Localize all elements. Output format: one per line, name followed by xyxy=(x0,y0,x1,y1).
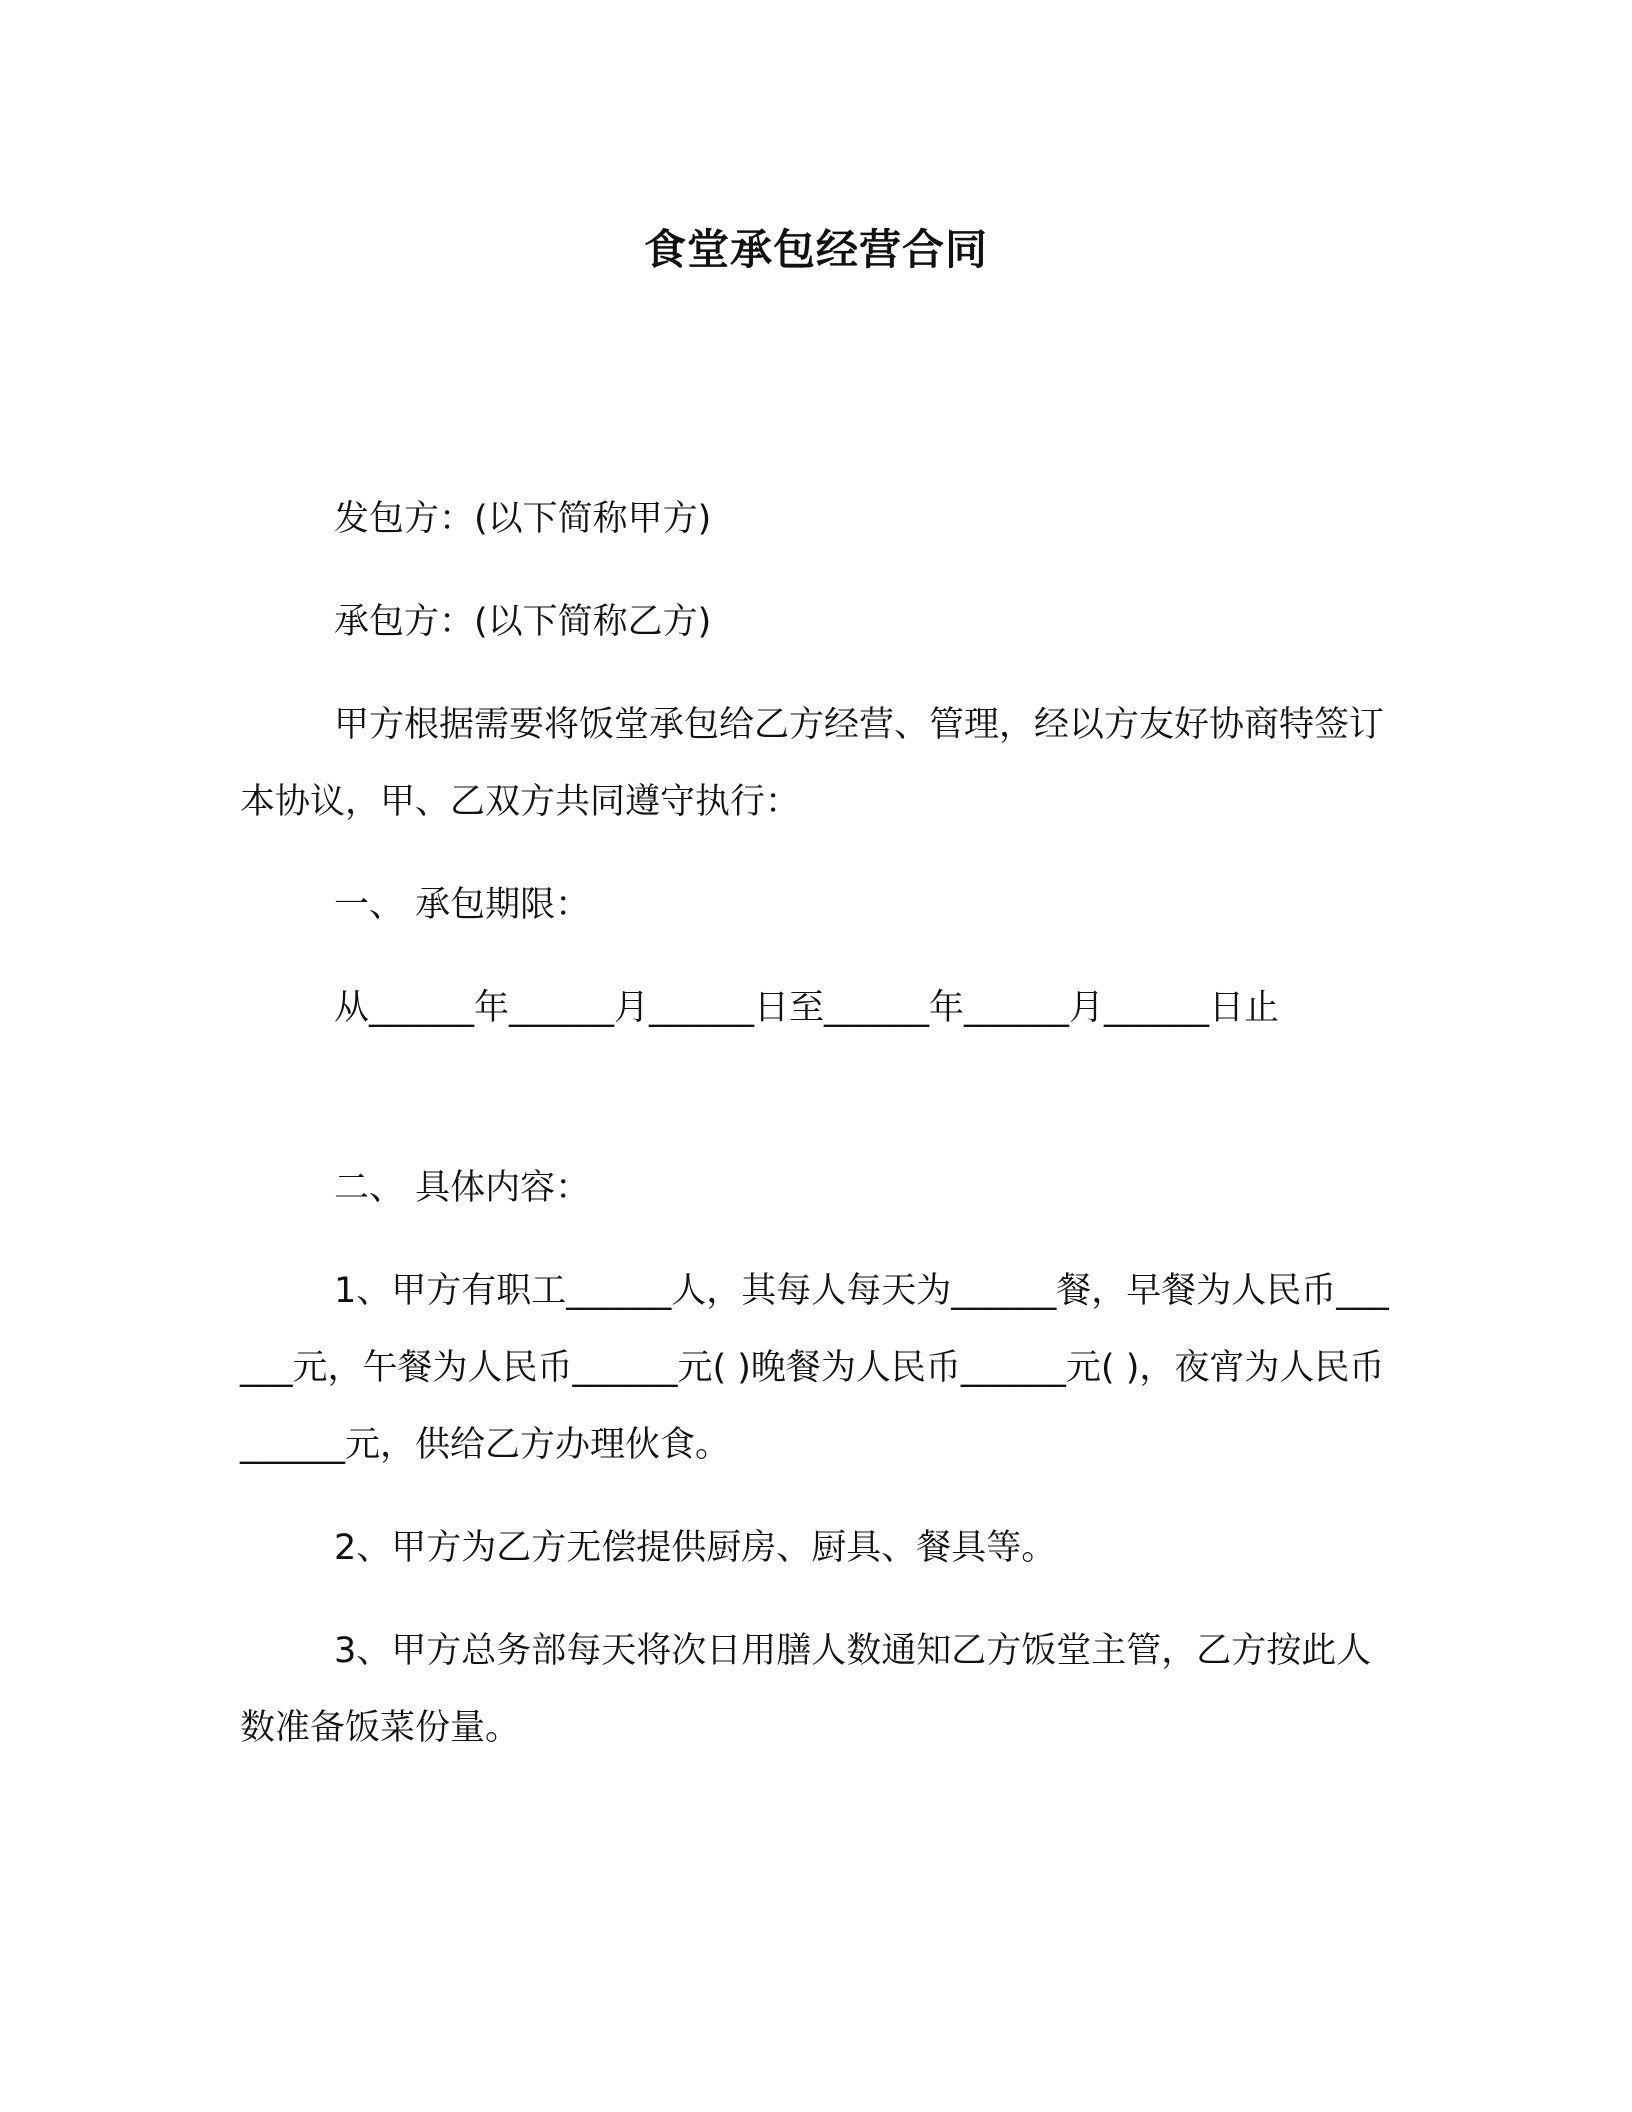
document-title: 食堂承包经营合同 xyxy=(643,225,988,274)
section-heading-content: 二、 具体内容： xyxy=(334,1168,591,1208)
party-a-line: 发包方：(以下简称甲方) xyxy=(334,499,712,539)
clause-2-paragraph: 2、甲方为乙方无偿提供厨房、厨具、餐具等。 xyxy=(334,1528,1057,1568)
section-heading-term: 一、 承包期限： xyxy=(334,885,591,925)
clause-3-paragraph: 3、甲方总务部每天将次日用膳人数通知乙方饭堂主管，乙方按此人数准备饭菜份量。 xyxy=(240,1631,1372,1748)
preamble-paragraph: 甲方根据需要将饭堂承包给乙方经营、管理，经以方友好协商特签订本协议，甲、乙双方共同遵守执行： xyxy=(240,705,1385,822)
party-b-line: 承包方：(以下简称乙方) xyxy=(334,602,712,642)
term-dates-paragraph: 从______年______月______日至______年______月______日止 xyxy=(334,988,1280,1028)
clause-1-paragraph: 1、甲方有职工______人，其每人每天为______餐，早餐为人民币______元，午餐为人民币______元( )晚餐为人民币______元( )，夜宵为人民币______元，供给乙方办理伙食。 xyxy=(240,1271,1389,1465)
